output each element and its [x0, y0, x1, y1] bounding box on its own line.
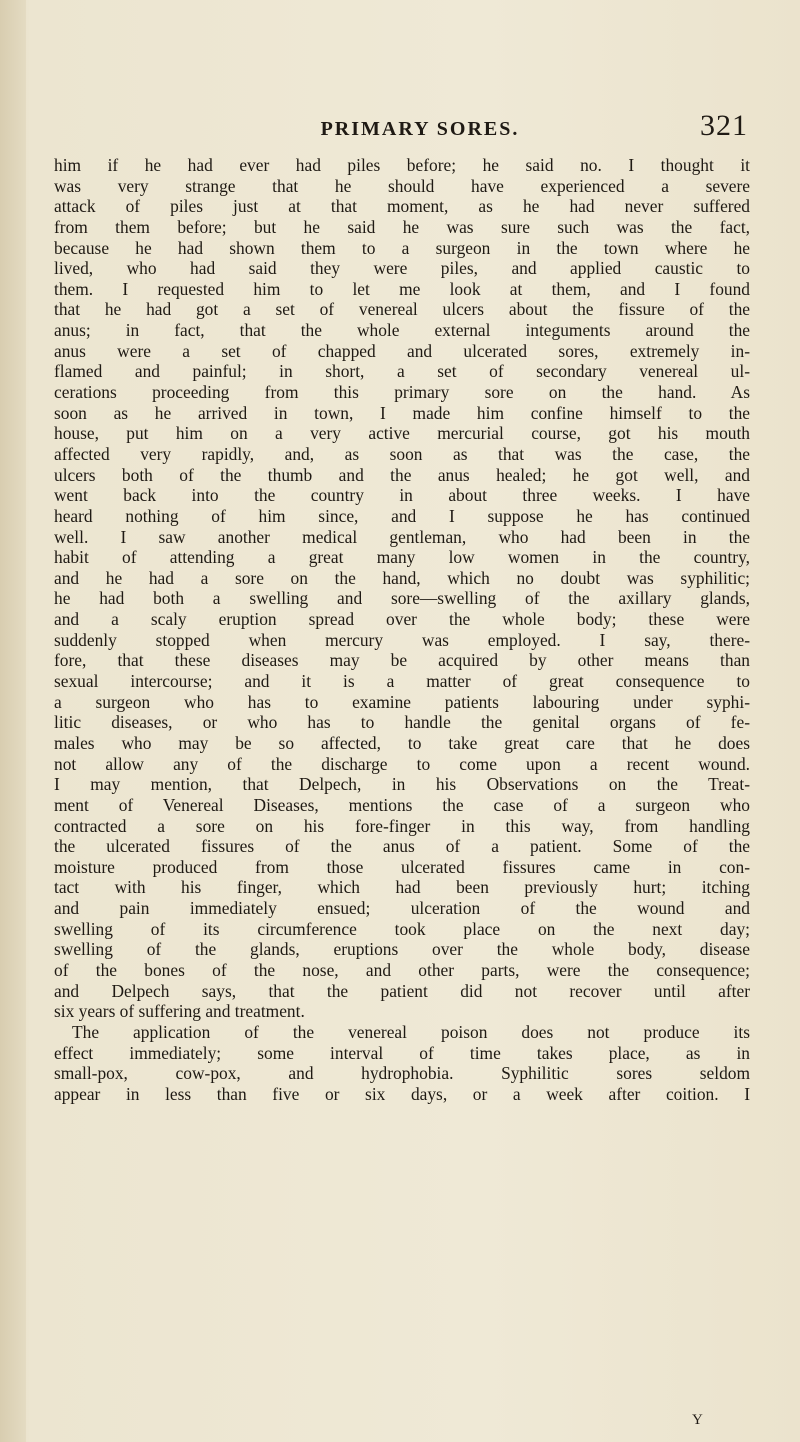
text-line: males who may be so affected, to take great care that he does [54, 732, 750, 753]
text-line: because he had shown them to a surgeon in the town where he [54, 237, 750, 258]
text-line: from them before; but he said he was sure such was the fact, [54, 216, 750, 237]
page-number: 321 [700, 109, 748, 142]
text-line: he had both a swelling and sore—swelling of the axillary glands, [54, 588, 750, 609]
text-line: house, put him on a very active mercurial course, got his mouth [54, 423, 750, 444]
text-line: and Delpech says, that the patient did not recover until after [54, 980, 750, 1001]
text-line: him if he had ever had piles before; he said no. I thought it [54, 155, 750, 175]
text-line: swelling of its circumference took place on the next day; [54, 918, 750, 939]
text-line: litic diseases, or who has to handle the genital organs of fe- [54, 712, 750, 733]
text-line: six years of suffering and treatment. [54, 1001, 305, 1022]
text-line: affected very rapidly, and, as soon as that was the case, the [54, 443, 750, 464]
text-line: contracted a sore on his fore-finger in this way, from handling [54, 815, 750, 836]
text-line: and a scaly eruption spread over the whole body; these were [54, 609, 750, 630]
text-line: soon as he arrived in town, I made him confine himself to the [54, 402, 750, 423]
text-line: tact with his finger, which had been previously hurt; itching [54, 877, 750, 898]
text-line: them. I requested him to let me look at them, and I found [54, 278, 750, 299]
text-line: effect immediately; some interval of time takes place, as in [54, 1042, 750, 1063]
text-line: the ulcerated fissures of the anus of a patient. Some of the [54, 836, 750, 857]
text-line: that he had got a set of venereal ulcers about the fissure of the [54, 299, 750, 320]
text-line: ment of Venereal Diseases, mentions the case of a surgeon who [54, 794, 750, 815]
body-text [54, 155, 750, 1104]
text-line: of the bones of the nose, and other parts, were the consequence; [54, 959, 750, 980]
text-line: sexual intercourse; and it is a matter of great consequence to [54, 671, 750, 692]
text-line: and pain immediately ensued; ulceration of the wound and [54, 898, 750, 919]
text-line: lived, who had said they were piles, and applied caustic to [54, 258, 750, 279]
text-line: The application of the venereal poison does not produce its [72, 1021, 750, 1042]
page-gutter [0, 0, 26, 1442]
text-line: and he had a sore on the hand, which no doubt was syphilitic; [54, 567, 750, 588]
text-line: heard nothing of him since, and I suppose he has continued [54, 505, 750, 526]
text-line: anus were a set of chapped and ulcerated sores, extremely in- [54, 340, 750, 361]
text-line: flamed and painful; in short, a set of secondary venereal ul- [54, 361, 750, 382]
text-line: not allow any of the discharge to come upon a recent wound. [54, 753, 750, 774]
text-line: was very strange that he should have experienced a severe [54, 175, 750, 196]
text-line: attack of piles just at that moment, as he had never suffered [54, 196, 750, 217]
text-line: habit of attending a great many low women in the country, [54, 547, 750, 568]
text-line: small-pox, cow-pox, and hydrophobia. Syphilitic sores seldom [54, 1063, 750, 1084]
text-line: appear in less than five or six days, or a week after coition. I [54, 1083, 750, 1104]
text-line: cerations proceeding from this primary sore on the hand. As [54, 382, 750, 403]
text-line: ulcers both of the thumb and the anus healed; he got well, and [54, 464, 750, 485]
text-line: moisture produced from those ulcerated fissures came in con- [54, 856, 750, 877]
text-line: I may mention, that Delpech, in his Observations on the Treat- [54, 774, 750, 795]
text-line: a surgeon who has to examine patients labouring under syphi- [54, 691, 750, 712]
text-line: fore, that these diseases may be acquired by other means than [54, 650, 750, 671]
text-line: swelling of the glands, eruptions over the whole body, disease [54, 939, 750, 960]
text-line: suddenly stopped when mercury was employed. I say, there- [54, 629, 750, 650]
text-line: anus; in fact, that the whole external integuments around the [54, 320, 750, 341]
running-head: PRIMARY SORES. [320, 118, 520, 140]
text-line: well. I saw another medical gentleman, who had been in the [54, 526, 750, 547]
text-line: went back into the country in about three weeks. I have [54, 485, 750, 506]
signature-mark: Y [692, 1412, 703, 1428]
